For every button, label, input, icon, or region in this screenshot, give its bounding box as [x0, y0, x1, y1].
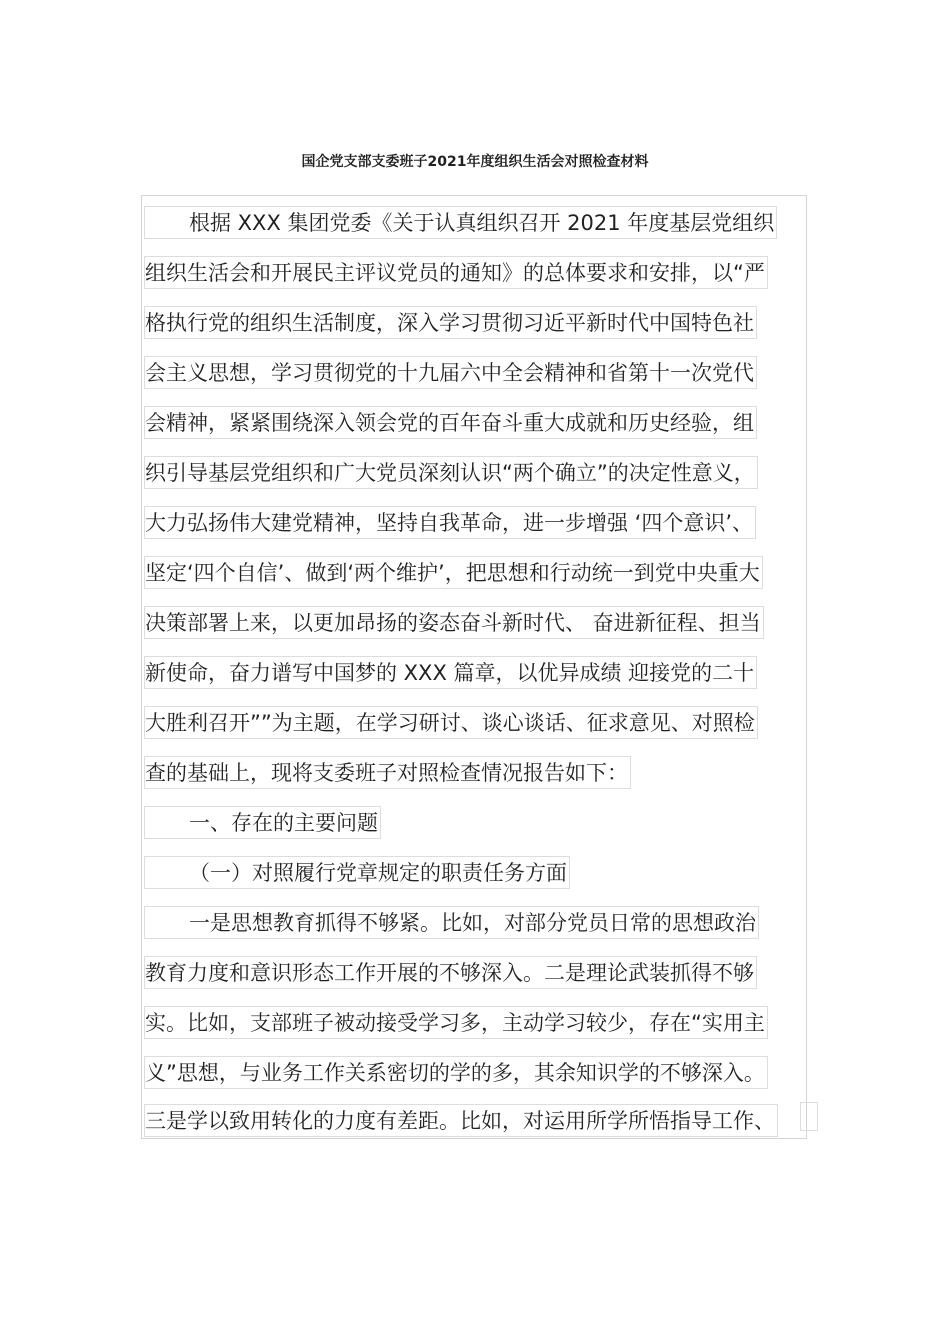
paragraph-line: 教育力度和意识形态工作开展的不够深入。二是理论武装抓得不够	[144, 956, 757, 989]
paragraph-line: 会主义思想，学习贯彻党的十九届六中全会精神和省第十一次党代	[144, 356, 757, 389]
paragraph-line: 决策部署上来，以更加昂扬的姿态奋斗新时代、 奋进新征程、担当	[144, 606, 764, 639]
paragraph-line: 大力弘扬伟大建党精神，坚持自我革命，进一步增强 ‘四个意识’、	[144, 506, 756, 539]
paragraph-line: 实。比如，支部班子被动接受学习多，主动学习较少，存在“实用主	[144, 1006, 768, 1039]
line-end-marker	[800, 1102, 818, 1131]
paragraph-line: 新使命，奋力谱写中国梦的 XXX 篇章，以优异成绩 迎接党的二十	[144, 656, 757, 689]
paragraph-line: 织引导基层党组织和广大党员深刻认识“两个确立”的决定性意义，	[144, 456, 758, 489]
paragraph-line: 会精神，紧紧围绕深入领会党的百年奋斗重大成就和历史经验，组	[144, 406, 757, 439]
paragraph-line: 组织生活会和开展民主评议党员的通知》的总体要求和安排，以“严	[144, 256, 768, 289]
paragraph-line: 查的基础上，现将支委班子对照检查情况报告如下：	[144, 756, 631, 789]
paragraph-line: 根据 XXX 集团党委《关于认真组织召开 2021 年度基层党组织	[144, 206, 777, 239]
paragraph-line: 一是思想教育抓得不够紧。比如，对部分党员日常的思想政治	[144, 906, 759, 939]
document-title: 国企党支部支委班子2021年度组织生活会对照检查材料	[301, 154, 649, 170]
section-heading: 一、存在的主要问题	[144, 806, 381, 839]
paragraph-line: 大胜利召开””为主题，在学习研讨、谈心谈话、征求意见、对照检	[144, 706, 758, 739]
paragraph-line: 三是学以致用转化的力度有差距。比如，对运用所学所悟指导工作、	[144, 1104, 778, 1137]
paragraph-line: 坚定‘四个自信’、做到‘两个维护’，把思想和行动统一到党中央重大	[144, 556, 763, 589]
paragraph-line: 义”思想，与业务工作关系密切的学的多，其余知识学的不够深入。	[144, 1056, 768, 1089]
paragraph-line: 格执行党的组织生活制度，深入学习贯彻习近平新时代中国特色社	[144, 306, 757, 339]
subsection-heading: （一）对照履行党章规定的职责任务方面	[144, 856, 570, 889]
